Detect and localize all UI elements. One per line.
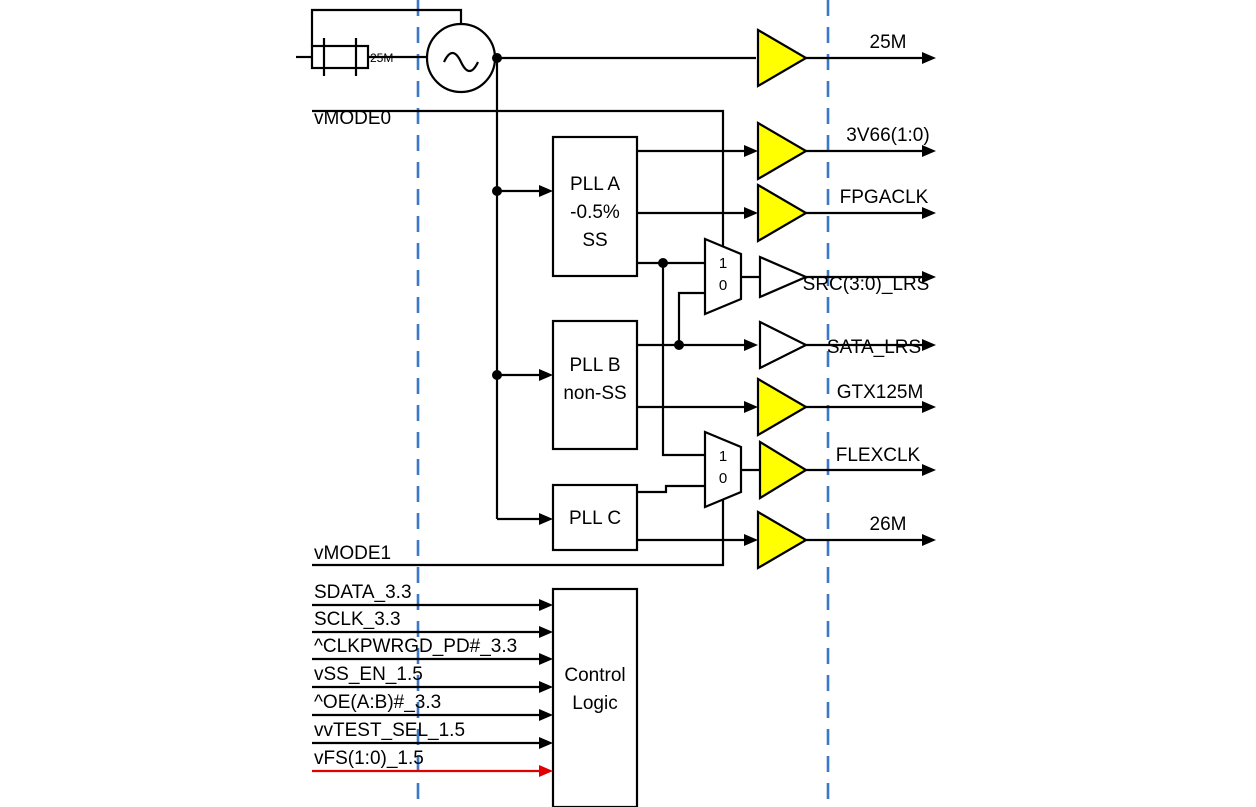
label-out-25m: 25M — [869, 32, 907, 53]
buffer-fpgaclk — [758, 185, 806, 241]
arrow-out-26m — [922, 534, 936, 546]
block-pll-b-line-2: non-SS — [563, 383, 627, 404]
crystal-label: 25M — [370, 51, 394, 65]
arrow-out-flexclk — [922, 464, 936, 476]
arrow-oe-ab — [539, 709, 553, 721]
mux-top — [705, 239, 741, 314]
block-control-logic-line-2: Logic — [572, 693, 618, 714]
buffer-25m — [758, 30, 806, 86]
label-clkpwrgd: ^CLKPWRGD_PD#_3.3 — [314, 636, 518, 657]
mux-bottom-input-1: 1 — [718, 448, 728, 465]
mux-bottom — [705, 432, 741, 507]
buffer-3v66 — [758, 123, 806, 179]
label-out-26m: 26M — [869, 514, 907, 535]
label-vtest-sel: vvTEST_SEL_1.5 — [314, 720, 466, 741]
label-vmode0: vMODE0 — [314, 108, 392, 129]
arrow-vtest-sel — [539, 737, 553, 749]
arrow-3v66-buf — [744, 145, 758, 157]
block-pll-a-line-1: PLL A — [569, 174, 621, 195]
buffer-src-lrs — [760, 257, 806, 297]
arrow-sdata — [539, 599, 553, 611]
arrow-26m-buf — [744, 534, 758, 546]
arrow-out-3v66 — [922, 145, 936, 157]
arrow-vfs — [539, 765, 553, 777]
arrow-pllb-in — [539, 369, 553, 381]
oscillator-symbol — [427, 24, 495, 92]
arrow-sata-buf — [744, 339, 758, 351]
label-sclk: SCLK_3.3 — [314, 609, 401, 630]
buffer-gtx125m — [758, 379, 806, 435]
label-out-sata-lrs: SATA_LRS — [826, 337, 922, 358]
label-out-src-lrs: SRC(3:0)_LRS — [802, 274, 930, 295]
label-out-fpgaclk: FPGACLK — [839, 187, 929, 208]
arrow-out-25m — [922, 52, 936, 64]
arrow-vss-en — [539, 681, 553, 693]
arrow-gtx125m-buf — [744, 401, 758, 413]
label-oe-ab: ^OE(A:B)#_3.3 — [314, 692, 442, 713]
label-sdata: SDATA_3.3 — [314, 582, 412, 603]
arrow-out-gtx125m — [922, 401, 936, 413]
wire-vmode0 — [312, 111, 723, 265]
buffer-flexclk — [760, 442, 806, 498]
buffer-26m — [758, 512, 806, 568]
block-pll-a-line-2: -0.5% — [570, 202, 620, 223]
block-pll-a-line-3: SS — [582, 230, 608, 251]
block-control-logic-line-1: Control — [564, 665, 626, 686]
label-out-flexclk: FLEXCLK — [835, 445, 921, 466]
mux-top-input-1: 1 — [718, 255, 728, 272]
wire-plla-to-muxbottom — [663, 263, 705, 455]
arrow-plla-in — [539, 185, 553, 197]
label-vfs: vFS(1:0)_1.5 — [314, 748, 424, 769]
arrow-pllc-in — [539, 513, 553, 525]
mux-bottom-input-0: 0 — [718, 470, 728, 487]
buffer-sata-lrs — [760, 322, 806, 368]
block-pll-b-line-1: PLL B — [569, 355, 621, 376]
arrow-fpgaclk-buf — [744, 207, 758, 219]
arrow-out-fpgaclk — [922, 207, 936, 219]
mux-top-input-0: 0 — [718, 277, 728, 294]
label-vss-en: vSS_EN_1.5 — [314, 664, 423, 685]
control-input-group — [312, 582, 553, 777]
wire-pllb-to-muxtop — [679, 293, 705, 345]
block-pll-c-line-1: PLL C — [568, 508, 622, 529]
label-vmode1: vMODE1 — [314, 543, 392, 564]
label-out-gtx125m: GTX125M — [836, 382, 924, 403]
arrow-out-sata-lrs — [922, 339, 936, 351]
wire-pllc-to-muxbottom — [637, 486, 705, 492]
arrow-sclk — [539, 626, 553, 638]
arrow-clkpwrgd — [539, 653, 553, 665]
label-out-3v66: 3V66(1:0) — [846, 125, 930, 146]
